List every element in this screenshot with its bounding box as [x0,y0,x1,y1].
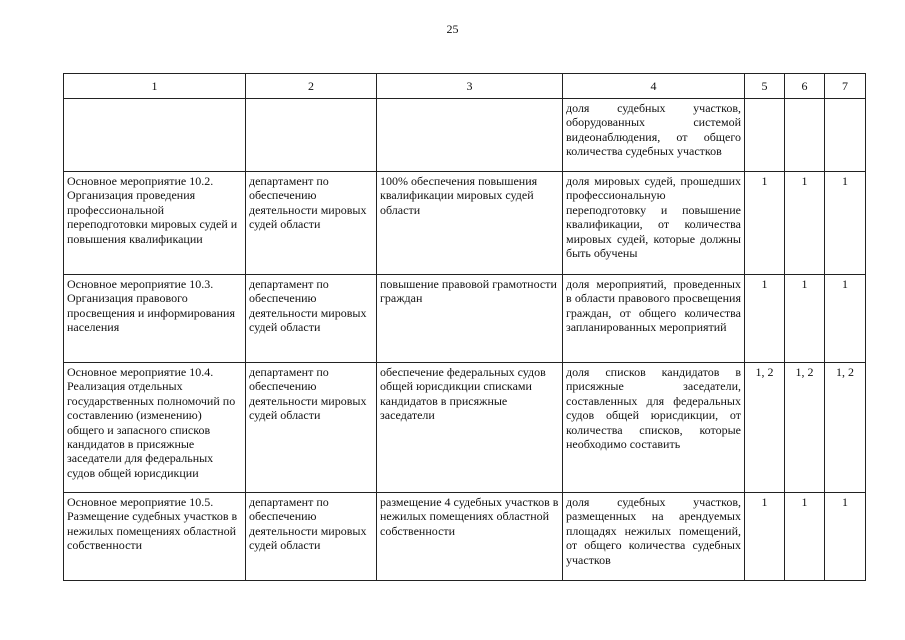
table-row [64,99,866,172]
result-cell [377,99,563,172]
executor-cell: департамент по обеспечению деятельности мировых судей области [246,172,377,275]
indicator-cell: доля мероприятий, проведенных в области правового просвещения граждан, от общего количества запланированных мероприятий [563,275,745,363]
value-cell [825,99,866,172]
executor-cell: департамент по обеспечению деятельности мировых судей области [246,363,377,493]
column-header: 2 [246,74,377,99]
indicator-cell: доля судебных участков, оборудованных системой видеонаблюдения, от общего количества судебных участков [563,99,745,172]
executor-cell: департамент по обеспечению деятельности мировых судей области [246,493,377,581]
activity-cell: Основное мероприятие 10.2. Организация проведения профессиональной переподготовки мировых судей и повышения квалификации [64,172,246,275]
column-header: 1 [64,74,246,99]
indicator-cell: доля судебных участков, размещенных на арендуемых площадях нежилых помещений, от общего количества судебных участков [563,493,745,581]
indicator-cell: доля мировых судей, прошедших профессиональную переподготовку и повышение квалификации, от количества мировых судей, которые должны быть обучены [563,172,745,275]
value-cell: 1 [745,275,785,363]
value-cell: 1, 2 [785,363,825,493]
column-header: 6 [785,74,825,99]
value-cell [785,99,825,172]
table-row [64,172,866,275]
value-cell: 1 [745,172,785,275]
result-cell: обеспечение федеральных судов общей юрисдикции списками кандидатов в присяжные заседатели [377,363,563,493]
column-header: 5 [745,74,785,99]
program-activities-table [63,73,866,581]
value-cell: 1, 2 [825,363,866,493]
value-cell: 1 [785,493,825,581]
column-header: 3 [377,74,563,99]
table-header-row [64,74,866,99]
column-header: 4 [563,74,745,99]
value-cell: 1 [745,493,785,581]
value-cell: 1 [825,493,866,581]
value-cell: 1 [785,275,825,363]
value-cell: 1 [825,172,866,275]
table-row [64,493,866,581]
table-row [64,363,866,493]
indicator-cell: доля списков кандидатов в присяжные заседатели, составленных для федеральных судов общей юрисдикции, от количества списков, которые необходимо составить [563,363,745,493]
page-number: 25 [446,22,459,36]
result-cell: размещение 4 судебных участков в нежилых помещениях областной собственности [377,493,563,581]
value-cell: 1, 2 [745,363,785,493]
value-cell: 1 [785,172,825,275]
activity-cell: Основное мероприятие 10.4. Реализация отдельных государственных полномочий по составлению (изменению) общего и запасного списков кандидатов в присяжные заседатели для федеральных судов общей юрисдикции [64,363,246,493]
value-cell [745,99,785,172]
activity-cell [64,99,246,172]
executor-cell [246,99,377,172]
value-cell: 1 [825,275,866,363]
activity-cell: Основное мероприятие 10.5. Размещение судебных участков в нежилых помещениях областной собственности [64,493,246,581]
result-cell: 100% обеспечения повышения квалификации мировых судей области [377,172,563,275]
table-row [64,275,866,363]
result-cell: повышение правовой грамотности граждан [377,275,563,363]
column-header: 7 [825,74,866,99]
activity-cell: Основное мероприятие 10.3. Организация правового просвещения и информирования населения [64,275,246,363]
executor-cell: департамент по обеспечению деятельности мировых судей области [246,275,377,363]
